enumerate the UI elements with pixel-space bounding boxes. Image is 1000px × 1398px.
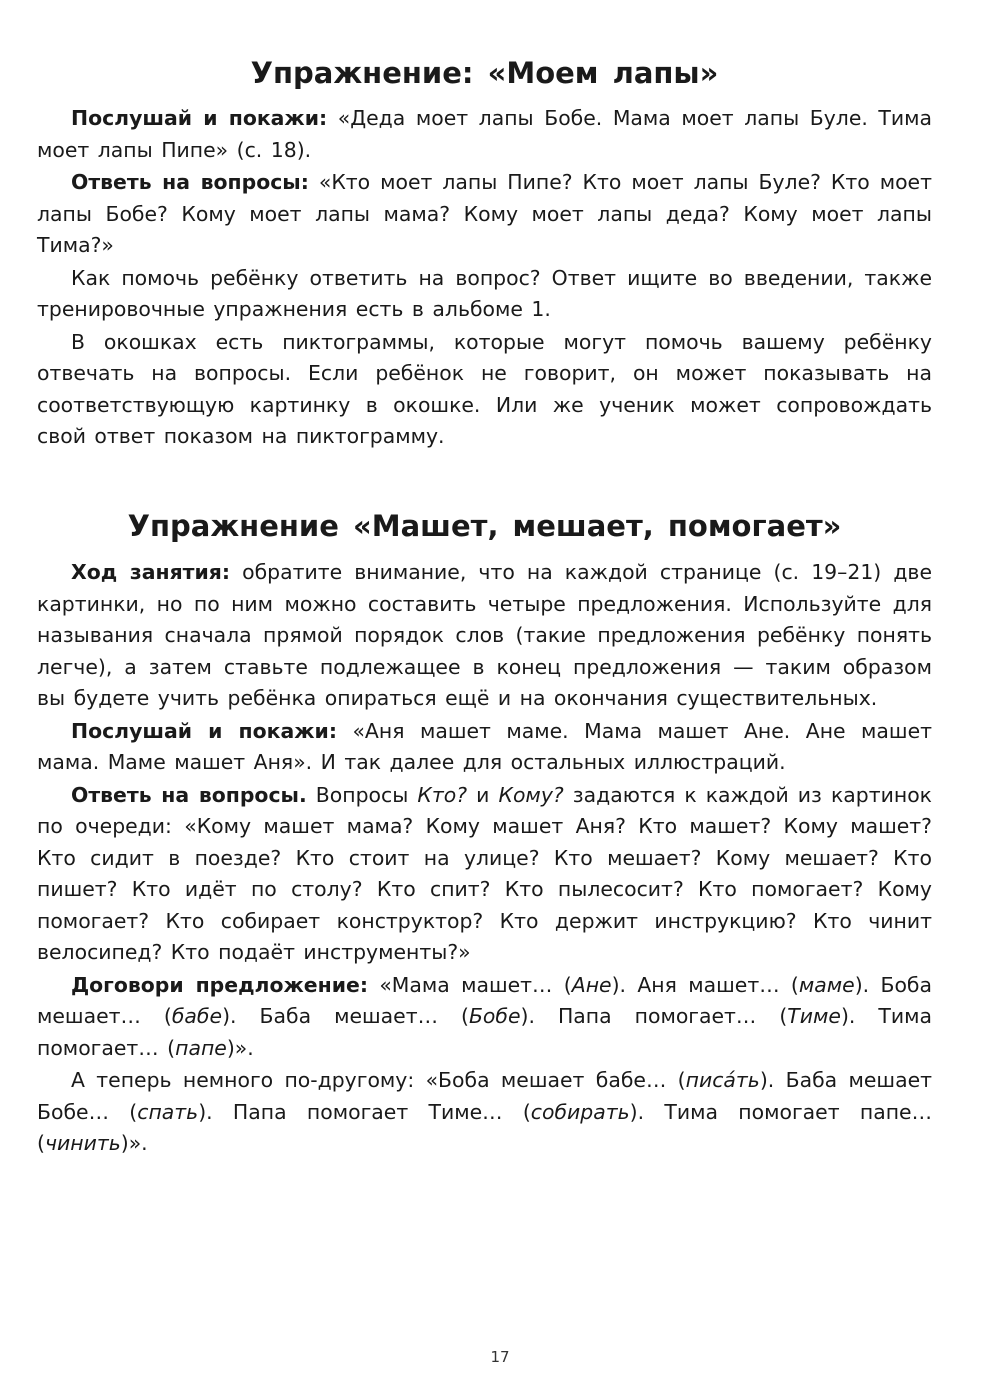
paragraph-text: ). Баба мешает Бобе… ( <box>37 1068 932 1124</box>
section-mashet-meshaet-pomogaet <box>37 557 932 1161</box>
paragraph-label: Ход занятия: <box>71 560 231 584</box>
italic-text: Бобе <box>468 1004 521 1028</box>
paragraph-label: Ответь на вопросы: <box>71 170 309 194</box>
italic-text: писáть <box>685 1068 760 1092</box>
paragraph-text: ). Папа помогает… ( <box>520 1004 788 1028</box>
paragraph-listen-and-show <box>37 716 932 779</box>
paragraph-text: ). Папа помогает Тиме… ( <box>198 1099 531 1124</box>
italic-text: спать <box>137 1099 199 1124</box>
paragraph-text: ). Тима помогает… ( <box>37 1004 932 1060</box>
italic-text: папе <box>175 1035 227 1060</box>
italic-text: бабе <box>171 1004 223 1028</box>
italic-text: маме <box>798 972 855 997</box>
italic-text: чинить <box>44 1131 121 1155</box>
italic-text: Кому? <box>498 782 564 807</box>
paragraph-different-way <box>37 1065 932 1160</box>
paragraph-text: А теперь немного по-другому: «Боба мешает бабе… ( <box>71 1068 686 1092</box>
paragraph-text: «Кто моет лапы Пипе? Кто моет лапы Буле? Кто моет лапы Бобе? Кому моет лапы мама? Кому моет лапы деда? Кому моет лапы Тима?» <box>37 170 932 257</box>
paragraph-text: )». <box>120 1131 148 1155</box>
paragraph-text: «Мама машет… ( <box>367 972 572 997</box>
paragraph-text: ). Боба мешает… ( <box>37 972 932 1028</box>
paragraph-label: Послушай и покажи: <box>71 718 337 743</box>
italic-text: собирать <box>530 1099 630 1124</box>
paragraph-lesson-course <box>37 557 932 715</box>
paragraph-text: обратите внимание, что на каждой странице (с. 19–21) две картинки, но по ним можно составить четыре предложения. Используйте для называния сначала прямой порядок слов (такие предложения ребёнку понять легче), а затем ставьте подлежащее в конец предложения — таким образом вы будете учить ребёнка опираться ещё и на окончания существительных. <box>37 560 932 710</box>
paragraph-answer-questions <box>37 780 932 969</box>
page-number: 17 <box>490 1348 510 1366</box>
paragraph-answer-questions <box>37 167 932 262</box>
paragraph-label: Ответь на вопросы. <box>71 782 307 807</box>
section-title-moem-lapy: Упражнение: «Моем лапы» <box>250 56 719 90</box>
paragraph-text: задаются к каждой из картинок по очереди: «Кому машет мама? Кому машет Аня? Кто машет? Кому машет? Кто сидит в поезде? Кто стоит на улице? Кто мешает? Кому мешает? Кто пишет? Кто идёт по столу? Кто спит? Кто пылесосит? Кто помогает? Кому помогает? Кто собирает конструктор? Кто держит инструкцию? Кто чинит велосипед? Кто подаёт инструменты?» <box>37 782 932 964</box>
paragraph-label: Послушай и покажи: <box>71 106 328 130</box>
paragraph-text: )». <box>226 1035 254 1060</box>
paragraph-text: «Аня машет маме. Мама машет Ане. Ане машет мама. Маме машет Аня». И так далее для остальных иллюстраций. <box>37 718 932 774</box>
paragraph-text: ). Аня машет… ( <box>611 972 799 997</box>
paragraph-text: ). Баба мешает… ( <box>222 1004 469 1028</box>
paragraph-text: Вопросы <box>306 782 418 807</box>
paragraph-text: ). Тима помогает папе… ( <box>37 1099 932 1155</box>
paragraph-pictograms: В окошках есть пиктограммы, которые могут помочь вашему ребёнку отвечать на вопросы. Если ребёнок не говорит, он может показывать на соответствующую картинку в окошке. Или же ученик может сопровождать свой ответ показом на пиктограмму. <box>37 329 932 448</box>
section-title-mashet-meshaet-pomogaet: Упражнение «Машет, мешает, помогает» <box>127 509 842 543</box>
italic-text: Ане <box>571 972 612 997</box>
italic-text: Кто? <box>417 782 468 807</box>
section-moem-lapy <box>37 103 932 454</box>
paragraph-label: Договори предложение: <box>71 972 368 997</box>
paragraph-complete-sentence <box>37 970 932 1065</box>
paragraph-how-to-help: Как помочь ребёнку ответить на вопрос? Ответ ищите во введении, также тренировочные упражнения есть в альбоме 1. <box>37 265 932 321</box>
paragraph-text: и <box>467 782 499 807</box>
paragraph-text: «Деда моет лапы Бобе. Мама моет лапы Буле. Тима моет лапы Пипе» (с. 18). <box>37 106 932 162</box>
italic-text: Тиме <box>787 1004 841 1028</box>
paragraph-listen-and-show <box>37 103 932 166</box>
